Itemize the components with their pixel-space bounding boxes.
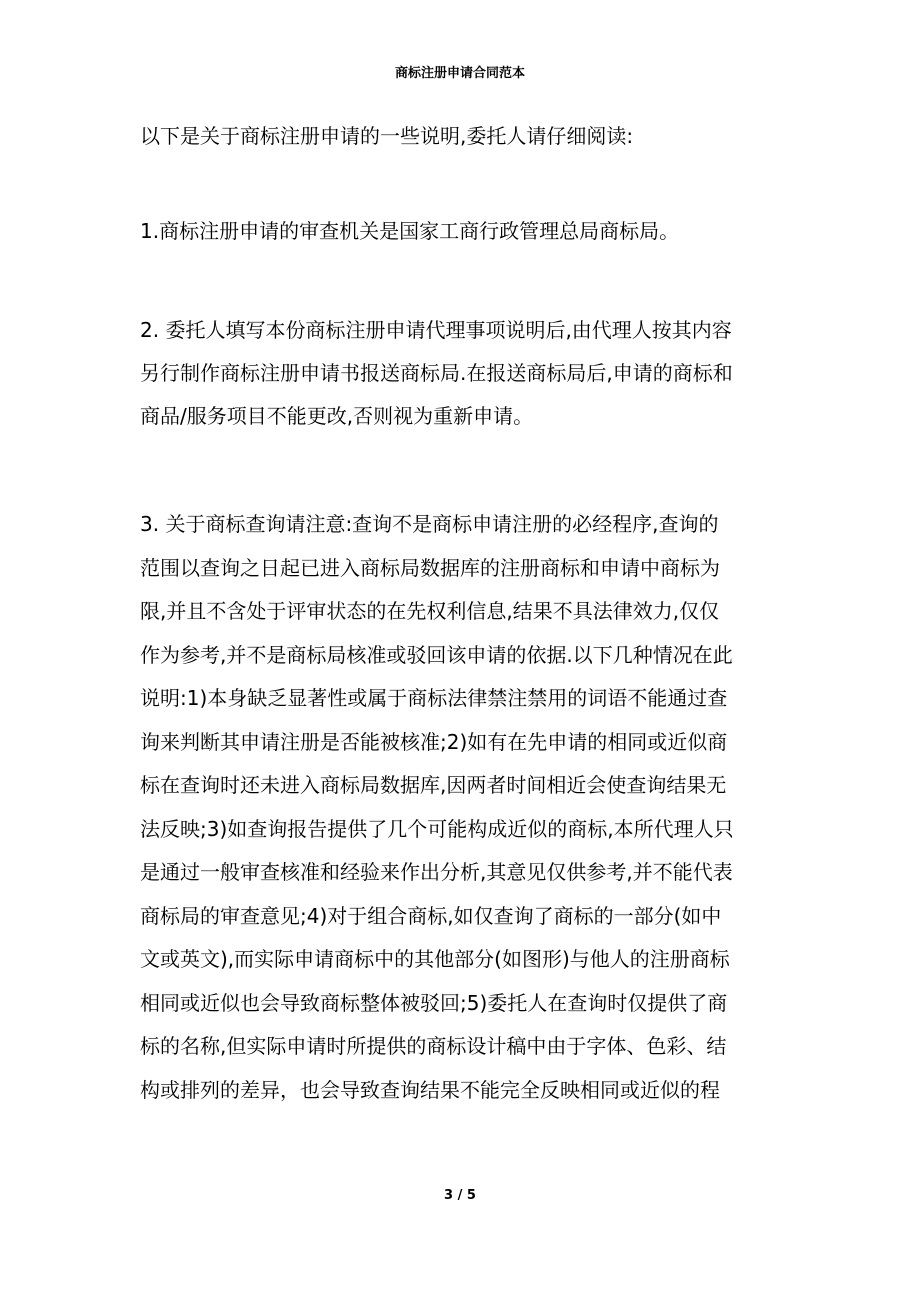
item-3-line: 说明:1)本身缺乏显著性或属于商标法律禁注禁用的词语不能通过查 xyxy=(140,686,728,710)
item-3-line: 作为参考,并不是商标局核准或驳回该申请的依据.以下几种情况在此 xyxy=(140,642,733,667)
item-3-line: 文或英文),而实际申请商标中的其他部分(如图形)与他人的注册商标 xyxy=(140,947,730,971)
item-2-line: 商品/服务项目不能更改,否则视为重新申请。 xyxy=(140,404,534,428)
item-3-line: 标的名称,但实际申请时所提供的商标设计稿中由于字体、色彩、结 xyxy=(140,1034,727,1058)
item-1-paragraph: 1.商标注册申请的审查机关是国家工商行政管理总局商标局。 xyxy=(140,219,680,243)
item-3-line: 范围以查询之日起已进入商标局数据库的注册商标和申请中商标为 xyxy=(140,555,720,580)
item-3-line: 构或排列的差异，也会导致查询结果不能完全反映相同或近似的程 xyxy=(140,1077,720,1102)
item-3-line: 限,并且不含处于评审状态的在先权利信息,结果不具法律效力,仅仅 xyxy=(140,599,720,623)
item-2-line: 2. 委托人填写本份商标注册申请代理事项说明后,由代理人按其内容 xyxy=(140,318,732,342)
item-2-paragraph xyxy=(140,309,782,438)
item-3-line: 商标局的审查意见;4)对于组合商标,如仅查询了商标的一部分(如中 xyxy=(140,903,722,928)
item-3-line: 询来判断其申请注册是否能被核准;2)如有在先申请的相同或近似商 xyxy=(140,729,728,754)
item-3-line: 法反映;3)如查询报告提供了几个可能构成近似的商标,本所代理人只 xyxy=(140,816,734,841)
item-3-line: 相同或近似也会导致商标整体被驳回;5)委托人在查询时仅提供了商 xyxy=(140,990,728,1015)
item-3-line: 是通过一般审查核准和经验来作出分析,其意见仅供参考,并不能代表 xyxy=(140,860,733,884)
page-number: 3 / 5 xyxy=(444,1188,476,1203)
intro-paragraph: 以下是关于商标注册申请的一些说明,委托人请仔细阅读: xyxy=(140,124,634,148)
item-2-line: 另行制作商标注册申请书报送商标局.在报送商标局后,申请的商标和 xyxy=(140,361,733,385)
item-3-line: 3. 关于商标查询请注意:查询不是商标申请注册的必经程序,查询的 xyxy=(140,512,719,536)
item-3-line: 标在查询时还未进入商标局数据库,因两者时间相近会使查询结果无 xyxy=(140,773,727,797)
item-3-paragraph xyxy=(140,503,782,1112)
page-header-title: 商标注册申请合同范本 xyxy=(394,66,525,81)
